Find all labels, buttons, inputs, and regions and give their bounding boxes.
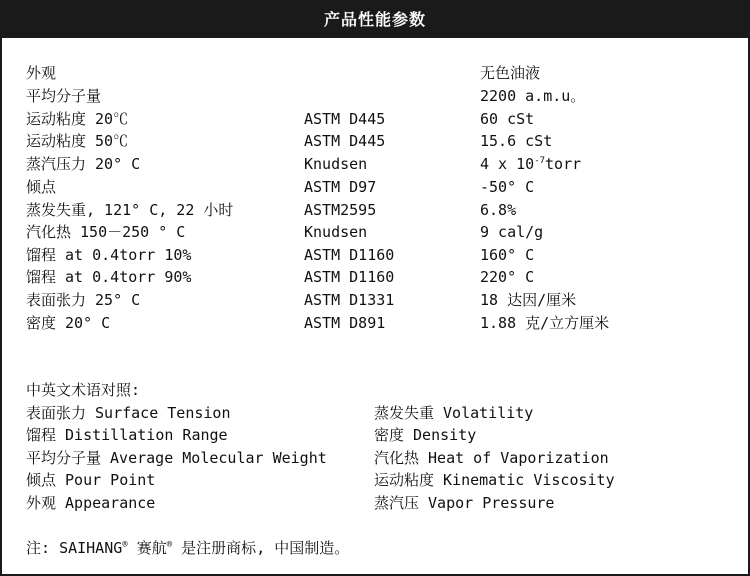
- spec-method: ASTM D445: [304, 110, 386, 128]
- registered-mark: ®: [166, 540, 173, 550]
- spec-name: 蒸发失重, 121° C, 22 小时: [26, 201, 234, 219]
- spec-row: [2, 130, 748, 152]
- spec-row: [2, 153, 748, 175]
- glossary-term: 运动粘度 Kinematic Viscosity: [374, 471, 615, 489]
- glossary-term: 倾点 Pour Point: [26, 471, 156, 489]
- spec-name: 馏程 at 0.4torr 90%: [26, 268, 192, 286]
- glossary-term: 平均分子量 Average Molecular Weight: [26, 449, 327, 467]
- spec-value: 60 cSt: [480, 110, 535, 128]
- spec-name: 馏程 at 0.4torr 10%: [26, 246, 192, 264]
- spec-row: [2, 244, 748, 266]
- spec-method: Knudsen: [304, 155, 368, 173]
- brand-latin: SAIHANG: [59, 539, 123, 557]
- spec-method: Knudsen: [304, 223, 368, 241]
- spec-value: 220° C: [480, 268, 535, 286]
- spec-method: ASTM2595: [304, 201, 377, 219]
- glossary-row: [2, 492, 748, 514]
- spec-name: 汽化热 150－250 ° C: [26, 223, 186, 241]
- spec-value: 2200 a.m.u。: [480, 87, 586, 105]
- spec-value: 1.88 克/立方厘米: [480, 314, 610, 332]
- brand-chinese: 赛航: [127, 539, 167, 557]
- spec-row: [2, 312, 748, 334]
- spec-value: 9 cal/g: [480, 223, 544, 241]
- glossary-row: [2, 402, 748, 424]
- spec-name: 密度 20° C: [26, 314, 111, 332]
- value-unit: torr: [545, 155, 582, 173]
- spec-name: 运动粘度 20℃: [26, 110, 129, 128]
- spec-name: 运动粘度 50℃: [26, 132, 129, 150]
- glossary-term: 密度 Density: [374, 426, 477, 444]
- spec-method: ASTM D1331: [304, 291, 395, 309]
- trademark-note: [26, 537, 349, 559]
- registered-mark: ®: [122, 540, 128, 550]
- section-title: 产品性能参数: [2, 2, 748, 38]
- spec-row: [2, 221, 748, 243]
- glossary-row: [2, 447, 748, 469]
- glossary-row: [2, 424, 748, 446]
- glossary-title: 中英文术语对照:: [26, 381, 141, 399]
- glossary-term: 馏程 Distillation Range: [26, 426, 228, 444]
- glossary-term: 蒸发失重 Volatility: [374, 404, 534, 422]
- spec-method: ASTM D1160: [304, 246, 395, 264]
- spec-row: [2, 85, 748, 107]
- spec-row: [2, 62, 748, 84]
- glossary-row: [2, 469, 748, 491]
- spec-row: [2, 108, 748, 130]
- note-prefix: 注:: [26, 539, 60, 557]
- spec-method: ASTM D1160: [304, 268, 395, 286]
- spec-name: 表面张力 25° C: [26, 291, 141, 309]
- glossary-term: 蒸汽压 Vapor Pressure: [374, 494, 555, 512]
- glossary-term: 汽化热 Heat of Vaporization: [374, 449, 609, 467]
- spec-row: [2, 266, 748, 288]
- spec-name: 外观: [26, 64, 57, 82]
- spec-row: [2, 176, 748, 198]
- spec-name: 倾点: [26, 178, 57, 196]
- spec-method: ASTM D97: [304, 178, 377, 196]
- spec-row: [2, 199, 748, 221]
- note-suffix: 是注册商标, 中国制造。: [172, 539, 350, 557]
- value-mantissa: 4 x 10: [480, 155, 535, 173]
- spec-value: [480, 153, 581, 175]
- spec-row: [2, 289, 748, 311]
- spec-value: 18 达因/厘米: [480, 291, 577, 309]
- glossary-term: 外观 Appearance: [26, 494, 156, 512]
- spec-value: -50° C: [480, 178, 535, 196]
- value-exponent: -7: [534, 156, 546, 166]
- spec-method: ASTM D445: [304, 132, 386, 150]
- spec-value: 160° C: [480, 246, 535, 264]
- spec-value: 无色油液: [480, 64, 541, 82]
- spec-value: 15.6 cSt: [480, 132, 553, 150]
- spec-name: 平均分子量: [26, 87, 102, 105]
- spec-method: ASTM D891: [304, 314, 386, 332]
- glossary-term: 表面张力 Surface Tension: [26, 404, 231, 422]
- spec-value: 6.8%: [480, 201, 517, 219]
- spec-name: 蒸汽压力 20° C: [26, 155, 141, 173]
- glossary-title-row: [2, 379, 748, 401]
